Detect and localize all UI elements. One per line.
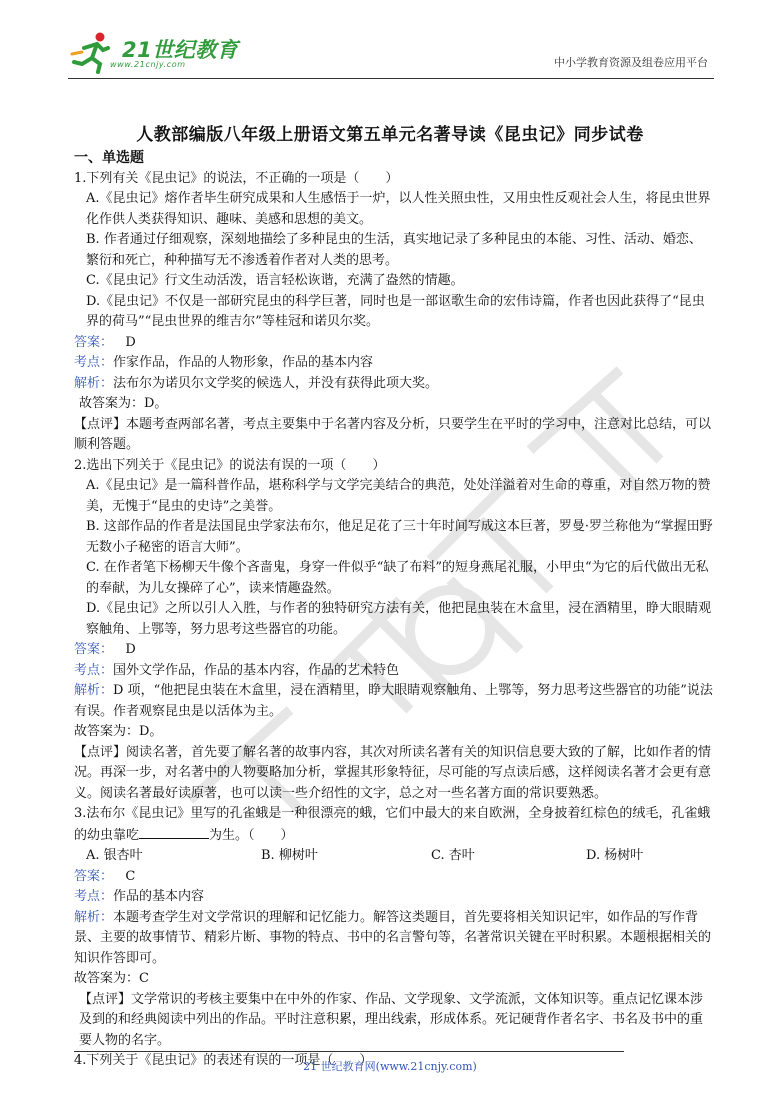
page-footer: 21 世纪教育网(www.21cnjy.com) <box>303 1060 477 1073</box>
logo <box>70 30 250 74</box>
kaodian-label: 考点： <box>74 889 114 904</box>
section-heading: 一、单选题 <box>74 150 144 166</box>
q1-option-c: C.《昆虫记》行文生动活泼，语言轻松诙谐，充满了盎然的情趣。 <box>86 273 464 288</box>
q3-dianping-text: 文学常识的考核主要集中在中外的作家、作品、文学现象、文学流派，文体知识等。重点记忆课本涉及到的和经典阅读中列出的作品。平时注意积累，理出线索，形成体系。死记硬背作者名字、书名及书中的重要人物的名字。 <box>79 991 704 1048</box>
q3-option-d: D. 杨树叶 <box>586 848 644 863</box>
q3-dianping <box>74 990 714 1052</box>
logo-text: 21世纪教育 <box>122 38 239 62</box>
jiexi-label: 解析： <box>74 375 114 391</box>
q2-dianping-text: 阅读名著，首先要了解名著的故事内容，其次对所读名著有关的知识信息要大致的了解，比如作者的情况。再深一步，对名著中的人物要略加分析，掌握其形象特征，尽可能的写点读后感，这样阅读名著才会更有意义。阅读名著最好读原著，也可以读一些介绍性的文字，总之对一些名著方面的常识要熟悉。 <box>74 744 712 801</box>
q2-option-c: C. 在作者笔下杨柳天牛像个吝啬鬼，身穿一件似乎“缺了布料”的短身燕尾礼服，小甲虫“为它的后代做出无私的奉献，为儿女操碎了心”，读来情趣盎然。 <box>86 560 709 596</box>
answer-label: 答案： <box>74 868 114 884</box>
q1-dianping-text: 本题考查两部名著，考点主要集中于名著内容及分析，只要学生在平时的学习中，注意对比总结，可以顺利答题。 <box>74 416 712 452</box>
q2-option-a: A.《昆虫记》是一篇科普作品，堪称科学与文学完美结合的典范，处处洋溢着对生命的尊重，对自然万物的赞美，无愧于“昆虫的史诗”之美誉。 <box>86 478 711 514</box>
q1-jiexi <box>74 374 714 395</box>
q2-dianping <box>74 743 714 805</box>
answer-label: 答案： <box>74 642 114 657</box>
page-title: 人教部编版八年级上册语文第五单元名著导读《昆虫记》同步试卷 <box>136 125 644 145</box>
q2-answer <box>74 640 714 661</box>
document-body <box>74 148 714 1072</box>
q3-kaodian-text: 作品的基本内容 <box>113 889 205 904</box>
q2-jiexi-text: D 项，“他把昆虫装在木盒里，浸在酒精里，睁大眼睛观察触角、上鄂等，努力思考这些器官的功能”说法有误。作者观察昆虫是以活体为主。 <box>74 683 713 719</box>
q2-answer-value: D <box>125 642 136 657</box>
q3-jiexi-text: 本题考查学生对文学常识的理解和记忆能力。解答这类题目，首先要将相关知识记牢，如作品的写作背景、主要的故事情节、精彩片断、事物的特点、书中的名言警句等，名著常识关键在平时积累。本题根据相关的知识作答即可。 <box>74 909 712 966</box>
dianping-label: 【点评】 <box>74 744 127 760</box>
q2-jiexi <box>74 681 714 722</box>
q1-kaodian-text: 作家作品，作品的人物形象，作品的基本内容 <box>113 355 374 370</box>
q3-answer-value: C <box>125 868 136 884</box>
q3-option-b: B. 柳树叶 <box>261 848 318 863</box>
q3-jiexi <box>74 908 714 970</box>
page-header <box>68 30 714 79</box>
q1-conclusion: 故答案为：D。 <box>79 396 168 411</box>
q3-stem <box>74 804 714 846</box>
q2-stem: 2.选出下列关于《昆虫记》的说法有误的一项（ ） <box>74 457 386 473</box>
jiexi-label: 解析： <box>74 909 114 925</box>
kaodian-label: 考点： <box>74 662 114 678</box>
q1-answer-value: D <box>125 334 136 350</box>
q3-options <box>74 846 714 867</box>
q1-kaodian <box>74 353 714 374</box>
q3-answer <box>74 867 714 888</box>
fill-blank <box>139 825 209 839</box>
q1-jiexi-text: 法布尔为诺贝尔文学奖的候选人，并没有获得此项大奖。 <box>113 375 439 391</box>
q3-conclusion: 故答案为：C <box>74 971 149 986</box>
logo-url: www.21cnjy.com <box>110 60 186 69</box>
q1-stem: 1.下列有关《昆虫记》的说法，不正确的一项是（ ） <box>74 170 399 186</box>
kaodian-label: 考点： <box>74 355 114 370</box>
q3-option-a: A. 银杏叶 <box>86 848 143 863</box>
q1-dianping <box>74 415 714 456</box>
q2-option-b: B. 这部作品的作者是法国昆虫学家法布尔，他足足花了三十年时间写成这本巨著，罗曼·罗兰称他为“掌握田野无数小子秘密的语言大师”。 <box>86 519 713 555</box>
q1-option-b: B. 作者通过仔细观察，深刻地描绘了多种昆虫的生活，真实地记录了多种昆虫的本能、习性、活动、婚恋、繁衍和死亡，种种描写无不渗透着作者对人类的思考。 <box>86 232 702 268</box>
q2-kaodian-text: 国外文学作品，作品的基本内容，作品的艺术特色 <box>113 662 400 678</box>
q3-stem-tail: 为生。（ ） <box>209 827 294 843</box>
q2-option-d: D.《昆虫记》之所以引人入胜，与作者的独特研究方法有关，他把昆虫装在木盒里，浸在酒精里，睁大眼睛观察触角、上鄂等，努力思考这些器官的功能。 <box>86 601 712 637</box>
dianping-label: 【点评】 <box>74 416 127 432</box>
q3-kaodian <box>74 887 714 908</box>
platform-name: 中小学教育资源及组卷应用平台 <box>554 56 708 69</box>
q3-stem-text: 3.法布尔《昆虫记》里写的孔雀蛾是一种很漂亮的蛾，它们中最大的来自欧洲，全身披着红棕色的绒毛，孔雀蛾的幼虫靠吃 <box>74 806 711 843</box>
q4-stem: 4.下列关于《昆虫记》的表述有误的一项是（ ） <box>74 1053 373 1068</box>
q2-conclusion: 故答案为：D。 <box>74 724 163 739</box>
jiexi-label: 解析： <box>74 683 114 698</box>
q2-kaodian <box>74 661 714 682</box>
q3-option-c: C. 杏叶 <box>431 848 475 863</box>
answer-label: 答案： <box>74 334 114 350</box>
q1-option-d: D.《昆虫记》不仅是一部研究昆虫的科学巨著，同时也是一部讴歌生命的宏伟诗篇，作者也因此获得了“昆虫界的荷马”“昆虫世界的维吉尔”等桂冠和诺贝尔奖。 <box>86 293 705 329</box>
q1-option-a: A.《昆虫记》熔作者毕生研究成果和人生感悟于一炉，以人性关照虫性，又用虫性反观社会人生，将昆虫世界化作供人类获得知识、趣味、美感和思想的美文。 <box>86 191 711 227</box>
q1-answer <box>74 333 714 354</box>
footer-divider <box>74 1051 624 1052</box>
dianping-label: 【点评】 <box>79 991 132 1007</box>
